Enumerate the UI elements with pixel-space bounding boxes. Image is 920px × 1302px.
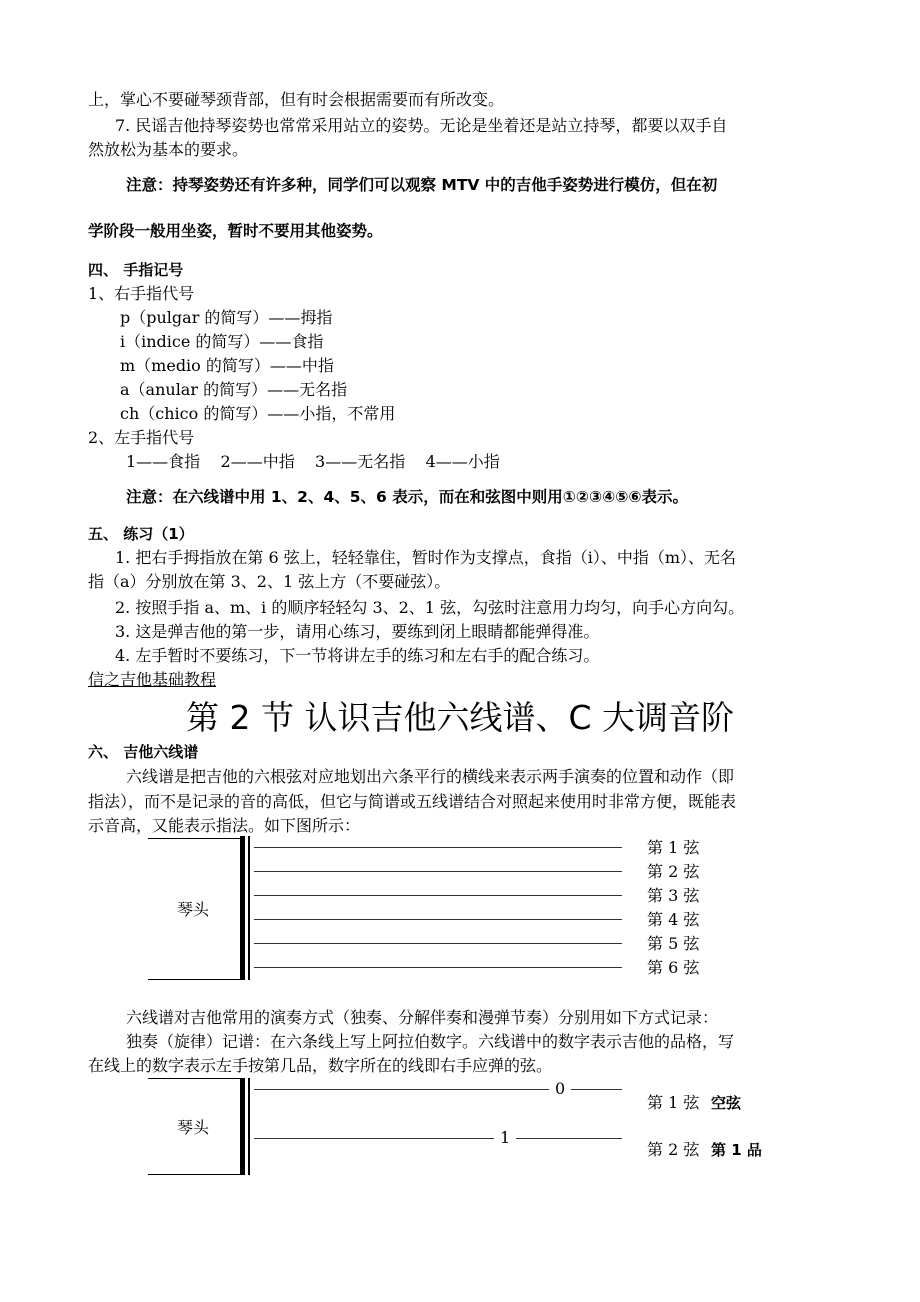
list-item: ch（chico 的简写）——小指，不常用 (120, 404, 396, 423)
string-line (254, 1089, 549, 1090)
list-item: 1——食指 2——中指 3——无名指 4——小指 (126, 452, 500, 471)
subsection-title: 1、右手指代号 (88, 284, 195, 303)
headstock-label: 琴头 (177, 900, 210, 919)
headstock-bottom-line (148, 979, 243, 980)
section-heading: 六、 吉他六线谱 (88, 743, 199, 761)
subsection-title: 2、左手指代号 (88, 428, 195, 447)
string-annotation: 第 1 品 (711, 1141, 762, 1159)
headstock-bottom-line (148, 1174, 243, 1175)
text-line: 7. 民谣吉他持琴姿势也常常采用站立的姿势。无论是坐着还是站立持琴，都要以双手自 (115, 116, 728, 135)
string-line (254, 871, 622, 872)
text-line: 在线上的数字表示左手按第几品，数字所在的线即右手应弹的弦。 (88, 1056, 553, 1075)
note-line: 注意：持琴姿势还有许多种，同学们可以观察 MTV 中的吉他手姿势进行模仿，但在初 (126, 176, 718, 194)
text-line: 六线谱对吉他常用的演奏方式（独奏、分解伴奏和漫弹节奏）分别用如下方式记录： (126, 1008, 719, 1027)
string-line (254, 967, 622, 968)
list-item: p（pulgar 的简写）——拇指 (120, 308, 333, 327)
string-label: 第 3 弦 (647, 886, 700, 905)
tutorial-header-link[interactable]: 信之吉他基础教程 (88, 670, 217, 689)
string-label: 第 4 弦 (647, 910, 700, 929)
string-label: 第 1 弦 (647, 1093, 700, 1112)
headstock-top-line (148, 1078, 243, 1079)
string-line (254, 919, 622, 920)
list-item: a（anular 的简写）——无名指 (120, 380, 348, 399)
string-label: 第 1 弦 (647, 838, 700, 857)
text-line: 六线谱是把吉他的六根弦对应地划出六条平行的横线来表示两手演奏的位置和动作（即 (126, 767, 735, 786)
chapter-title: 第 2 节 认识吉他六线谱、C 大调音阶 (186, 698, 734, 737)
string-line (254, 943, 622, 944)
text-line: 3. 这是弹吉他的第一步，请用心练习，要练到闭上眼睛都能弹得准。 (115, 622, 600, 641)
section-heading: 五、 练习（1） (88, 525, 194, 543)
fret-number: 0 (555, 1079, 566, 1098)
list-item: m（medio 的简写）——中指 (120, 356, 334, 375)
text-line: 指法），而不是记录的音的高低，但它与简谱或五线谱结合对照起来使用时非常方便，既能表 (88, 792, 737, 811)
headstock-label: 琴头 (177, 1118, 210, 1137)
nut-bar (240, 836, 245, 980)
note-line: 学阶段一般用坐姿，暂时不要用其他姿势。 (88, 222, 383, 240)
text-line: 示音高，又能表示指法。如下图所示： (88, 816, 361, 835)
text-line: 上，掌心不要碰琴颈背部，但有时会根据需要而有所改变。 (88, 90, 505, 109)
string-label: 第 6 弦 (647, 958, 700, 977)
string-line (254, 847, 622, 848)
string-label: 第 2 弦 (647, 1140, 700, 1159)
nut-bar (248, 1078, 250, 1175)
note-line: 注意：在六线谱中用 1、2、4、5、6 表示，而在和弦图中则用①②③④⑤⑥表示。 (126, 488, 688, 506)
string-line (254, 895, 622, 896)
text-line: 独奏（旋律）记谱：在六条线上写上阿拉伯数字。六线谱中的数字表示吉他的品格，写 (126, 1032, 735, 1051)
section-heading: 四、 手指记号 (88, 261, 184, 279)
string-label: 第 5 弦 (647, 934, 700, 953)
fret-number: 1 (500, 1128, 511, 1147)
text-line: 4. 左手暂时不要练习，下一节将讲左手的练习和左右手的配合练习。 (115, 646, 600, 665)
list-item: i（indice 的简写）——食指 (120, 332, 324, 351)
nut-bar (240, 1078, 245, 1175)
string-annotation: 空弦 (711, 1094, 742, 1112)
string-line (516, 1138, 622, 1139)
text-line: 2. 按照手指 a、m、i 的顺序轻轻勾 3、2、1 弦，勾弦时注意用力均匀，向手心方向勾。 (115, 598, 745, 617)
headstock-top-line (148, 838, 243, 839)
string-line (571, 1089, 622, 1090)
text-line: 1. 把右手拇指放在第 6 弦上，轻轻靠住，暂时作为支撑点，食指（i）、中指（m）、无名 (115, 548, 736, 567)
string-line (254, 1138, 494, 1139)
nut-bar (248, 836, 250, 980)
text-line: 然放松为基本的要求。 (88, 140, 249, 159)
text-line: 指（a）分别放在第 3、2、1 弦上方（不要碰弦）。 (88, 572, 451, 591)
string-label: 第 2 弦 (647, 862, 700, 881)
